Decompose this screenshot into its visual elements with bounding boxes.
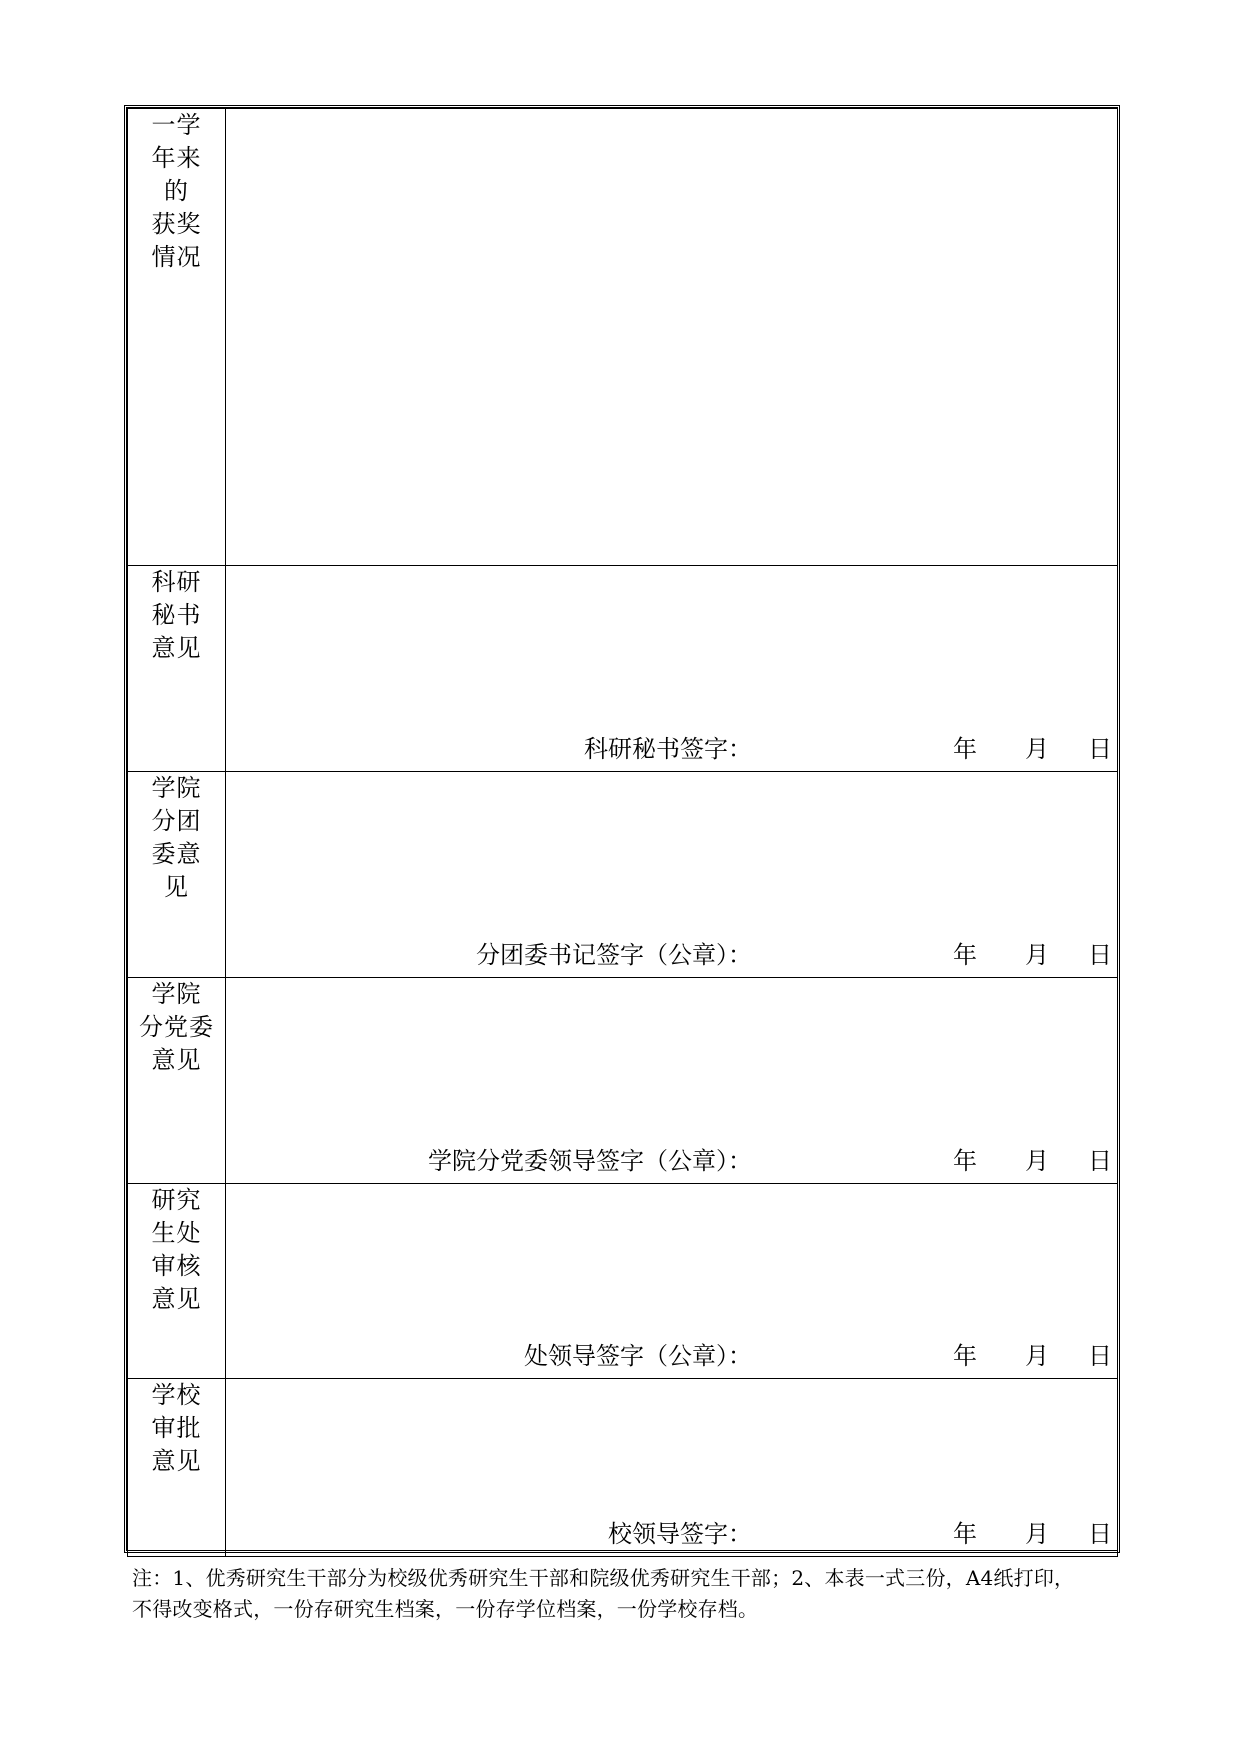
signature-date-line bbox=[226, 1341, 1117, 1371]
signature-label: 学院分党委领导签字（公章）： bbox=[428, 1147, 752, 1175]
date-month-label: 月 bbox=[1025, 1342, 1049, 1370]
row-label bbox=[152, 109, 202, 274]
row-label-box bbox=[128, 1184, 225, 1316]
date-year-label: 年 bbox=[953, 1147, 977, 1175]
signature-date-line bbox=[226, 1146, 1117, 1176]
row-label-cell bbox=[128, 1184, 226, 1379]
awards-content-cell[interactable] bbox=[226, 109, 1118, 566]
date-day-label: 日 bbox=[1088, 1520, 1112, 1548]
footnote bbox=[132, 1563, 1122, 1625]
row-label-cell bbox=[128, 1379, 226, 1557]
graduate-office-opinion-cell[interactable] bbox=[226, 1184, 1118, 1379]
date-day-label: 日 bbox=[1088, 1342, 1112, 1370]
row-label-cell bbox=[128, 772, 226, 978]
form-row-party-committee bbox=[128, 978, 1118, 1184]
row-label-line: 意见 bbox=[151, 1285, 202, 1313]
row-label-line: 学院 bbox=[151, 980, 202, 1008]
row-label-line: 获奖 bbox=[151, 210, 202, 238]
signature-label: 处领导签字（公章）： bbox=[524, 1342, 752, 1370]
form-row-school-approval bbox=[128, 1379, 1118, 1557]
row-label-line: 年来 bbox=[151, 144, 202, 172]
footnote-line: 注：1、优秀研究生干部分为校级优秀研究生干部和院级优秀研究生干部；2、本表一式三份，A4纸打印， bbox=[132, 1566, 1075, 1590]
date-year-label: 年 bbox=[953, 941, 977, 969]
date-month-label: 月 bbox=[1025, 1520, 1049, 1548]
row-label-line: 见 bbox=[164, 873, 189, 901]
row-label-line: 生处 bbox=[151, 1219, 202, 1247]
school-approval-opinion-cell[interactable] bbox=[226, 1379, 1118, 1557]
row-label-line: 审批 bbox=[151, 1414, 202, 1442]
date-year-label: 年 bbox=[953, 735, 977, 763]
row-label-cell bbox=[128, 109, 226, 566]
row-label-line: 学校 bbox=[151, 1381, 202, 1409]
row-label-line: 研究 bbox=[151, 1186, 202, 1214]
form-row-research-secretary bbox=[128, 566, 1118, 772]
form-row-graduate-office bbox=[128, 1184, 1118, 1379]
signature-date-line bbox=[226, 940, 1117, 970]
row-label bbox=[139, 978, 214, 1077]
row-label bbox=[152, 566, 202, 665]
row-label-cell bbox=[128, 566, 226, 772]
research-secretary-opinion-cell[interactable] bbox=[226, 566, 1118, 772]
date-year-label: 年 bbox=[953, 1342, 977, 1370]
form-row-youth-league bbox=[128, 772, 1118, 978]
party-committee-opinion-cell[interactable] bbox=[226, 978, 1118, 1184]
signature-label: 校领导签字： bbox=[608, 1520, 752, 1548]
signature-date-line bbox=[226, 734, 1117, 764]
row-label-box bbox=[128, 566, 225, 665]
row-label bbox=[152, 772, 202, 904]
row-label-line: 的 bbox=[164, 177, 189, 205]
form-frame bbox=[124, 105, 1120, 1553]
date-month-label: 月 bbox=[1025, 1147, 1049, 1175]
date-day-label: 日 bbox=[1088, 941, 1112, 969]
row-label-line: 学院 bbox=[151, 774, 202, 802]
row-label-line: 秘书 bbox=[151, 601, 202, 629]
row-label-line: 委意 bbox=[151, 840, 202, 868]
signature-label: 科研秘书签字： bbox=[584, 735, 752, 763]
row-label-line: 意见 bbox=[151, 1046, 202, 1074]
date-year-label: 年 bbox=[953, 1520, 977, 1548]
row-label-line: 科研 bbox=[151, 568, 202, 596]
row-label-line: 意见 bbox=[151, 1447, 202, 1475]
date-month-label: 月 bbox=[1025, 941, 1049, 969]
row-label-box bbox=[128, 1379, 225, 1478]
date-day-label: 日 bbox=[1088, 735, 1112, 763]
row-label-box bbox=[128, 109, 225, 274]
footnote-line: 不得改变格式，一份存研究生档案，一份存学位档案，一份学校存档。 bbox=[132, 1597, 759, 1621]
row-label bbox=[152, 1184, 202, 1316]
form-row-awards bbox=[128, 109, 1118, 566]
row-label-line: 情况 bbox=[151, 243, 202, 271]
approval-form-table bbox=[127, 108, 1118, 1557]
row-label bbox=[152, 1379, 202, 1478]
youth-league-opinion-cell[interactable] bbox=[226, 772, 1118, 978]
row-label-line: 分团 bbox=[151, 807, 202, 835]
date-month-label: 月 bbox=[1025, 735, 1049, 763]
signature-date-line bbox=[226, 1519, 1117, 1549]
row-label-line: 审核 bbox=[151, 1252, 202, 1280]
row-label-line: 意见 bbox=[151, 634, 202, 662]
row-label-box bbox=[128, 772, 225, 904]
row-label-cell bbox=[128, 978, 226, 1184]
row-label-line: 分党委 bbox=[139, 1013, 214, 1041]
row-label-line: 一学 bbox=[151, 111, 202, 139]
date-day-label: 日 bbox=[1088, 1147, 1112, 1175]
signature-label: 分团委书记签字（公章）： bbox=[476, 941, 752, 969]
row-label-box bbox=[128, 978, 225, 1077]
